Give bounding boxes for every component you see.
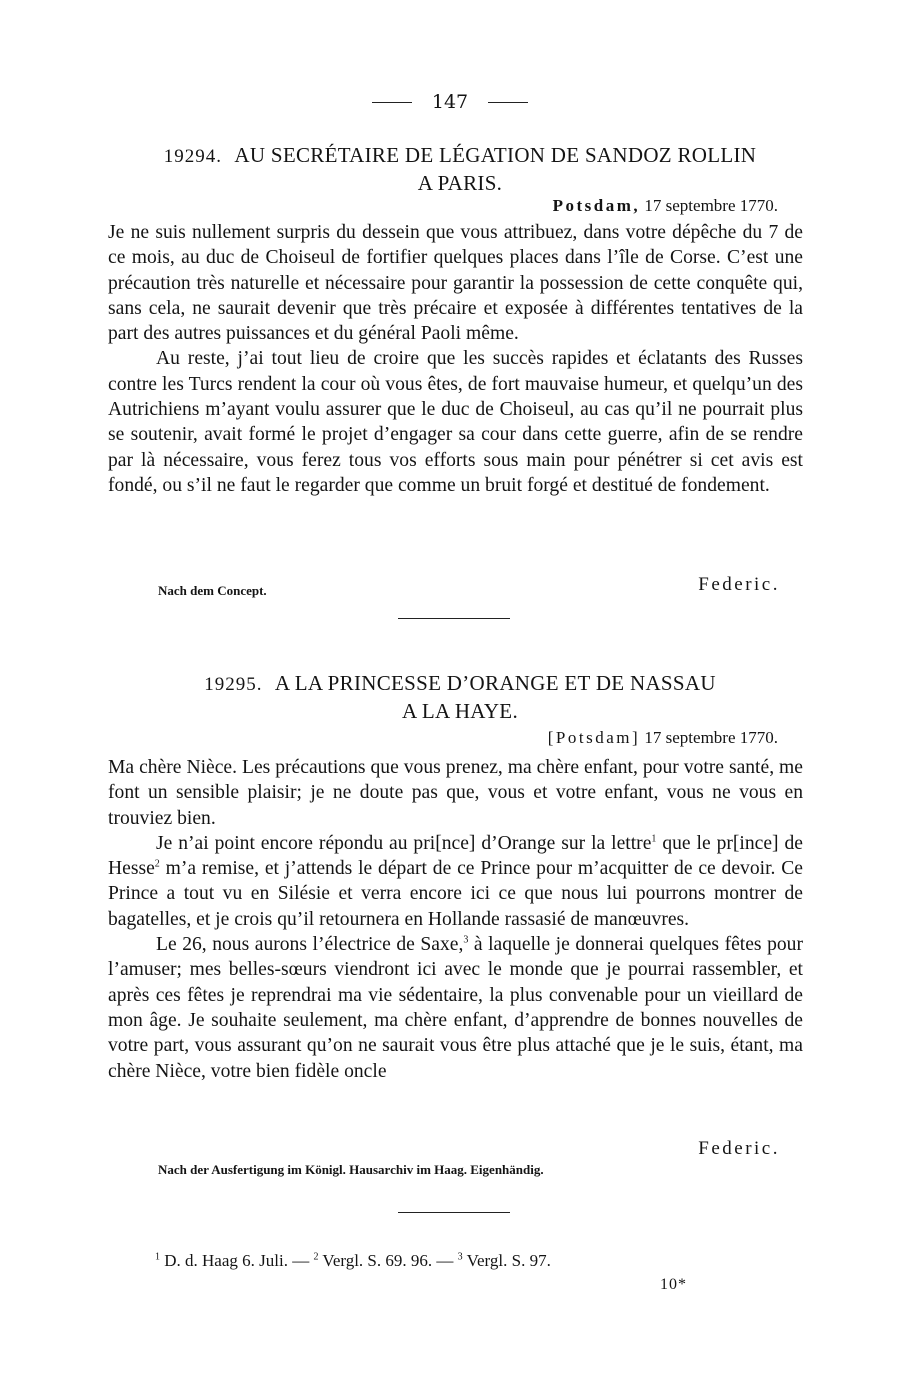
letter-body: [108, 220, 803, 498]
date-text: 17 septembre 1770.: [644, 728, 778, 747]
footnote-text: Vergl. S. 97.: [466, 1251, 551, 1270]
footnote-text: D. d. Haag 6. Juli.: [164, 1251, 288, 1270]
signature: Federic.: [698, 574, 780, 595]
body-text: m’a remise, et j’attends le départ de ce Prince pour m’acquitter de ce devoir. Ce Prince a tout vu en Silésie et verra encore ici ce que nous lui pourrons montrer de bagatelles, et je crois qu’il retournera en Hollande rassasié de manœuvres.: [108, 858, 804, 930]
body-text: à laquelle je donnerai quelques fêtes pour l’amuser; mes belles-sœurs viendront ici avec le monde que je pourrai rassembler, et après ces fêtes je reprendrai ma vie sédentaire, la plus convenable pour un vieillard de mon âge. Je souhaite seulement, ma chère enfant, d’apprendre de bonnes nouvelles de votre part, vous assurant qu’on ne saurait vous être plus attaché que je le suis, étant, ma chère Nièce, votre bien fidèle oncle: [108, 934, 803, 1082]
letter-destination: A PARIS.: [417, 171, 503, 195]
letter-addressee: AU SECRÉTAIRE DE LÉGATION DE SANDOZ ROLLIN: [234, 143, 757, 167]
footnote-separator: —: [292, 1251, 310, 1270]
date-text: 17 septembre 1770.: [644, 196, 778, 215]
date-place: Potsdam,: [552, 196, 641, 215]
section-divider: [398, 618, 510, 619]
letter-dateline: [553, 196, 778, 216]
body-paragraph: Au reste, j’ai tout lieu de croire que les succès rapides et éclatants des Russes contre les Turcs rendent la cour où vous êtes, de fort mauvaise humeur, et quelqu’un des Autrichiens m’ayant voulu assurer que le duc de Choiseul, au cas qu’il ne pourrait plus se soutenir, avait formé le projet d’engager sa cour dans cette guerre, afin de se rendre par là nécessaire, vous ferez tous vos efforts sous main pour pénétrer si cet avis est fondé, ou s’il ne faut le regarder que comme un bruit forgé et destitué de fondement.: [108, 348, 803, 496]
footnote-ref: 2: [154, 858, 160, 870]
footnote-divider: [398, 1212, 510, 1213]
letter-heading: [110, 670, 810, 724]
footnote-ref: 3: [463, 934, 469, 946]
page-number: 147: [431, 91, 469, 113]
header-rule-right: [488, 102, 528, 103]
header-rule-left: [372, 102, 412, 103]
footnote-mark: 2: [313, 1251, 319, 1263]
letter-body: [108, 755, 803, 1084]
date-place: [Potsdam]: [547, 728, 641, 747]
letter-heading: [110, 142, 810, 196]
letter-dateline: [548, 728, 778, 748]
page-header: [0, 88, 900, 116]
source-note: Nach der Ausfertigung im Königl. Hausarchiv im Haag. Eigenhändig.: [158, 1162, 544, 1177]
body-text: Je n’ai point encore répondu au pri[nce] d’Orange sur la lettre: [156, 832, 652, 854]
letter-addressee: A LA PRINCESSE D’ORANGE ET DE NASSAU: [274, 671, 716, 695]
body-text: Le 26, nous aurons l’électrice de Saxe,: [156, 934, 464, 956]
signature: Federic.: [698, 1138, 780, 1159]
letter-number: 19294.: [163, 146, 222, 167]
footnote-mark: 3: [457, 1251, 463, 1263]
sheet-signature-mark: 10*: [660, 1276, 687, 1293]
letter-destination: A LA HAYE.: [402, 699, 518, 723]
body-paragraph: Je ne suis nullement surpris du dessein que vous attribuez, dans votre dépêche du 7 de ce mois, au duc de Choiseul de fortifier quelques places dans l’île de Corse. C’est une précaution très naturelle et nécessaire pour garantir la possession de cette conquête qui, sans cela, ne saurait devenir que très précaire et exposée à différentes tentatives de la part des autres puissances et du général Paoli même.: [108, 222, 803, 345]
footnote-mark: 1: [155, 1251, 160, 1263]
footnote-ref: 1: [651, 833, 657, 845]
footnote-separator: —: [436, 1251, 454, 1270]
body-paragraph: Ma chère Nièce. Les précautions que vous prenez, ma chère enfant, pour votre santé, me font un sensible plaisir; je ne doute pas que, vous et votre enfant, vous ne vous en trouviez bien.: [108, 757, 803, 829]
footnotes: [155, 1250, 715, 1272]
body-paragraph: [108, 932, 803, 1084]
body-text: que le pr[ince] de Hesse: [108, 832, 803, 880]
letter-number: 19295.: [204, 674, 263, 695]
source-note: Nach dem Concept.: [158, 583, 267, 598]
body-paragraph: [108, 831, 803, 932]
footnote-text: Vergl. S. 69. 96.: [322, 1251, 433, 1270]
